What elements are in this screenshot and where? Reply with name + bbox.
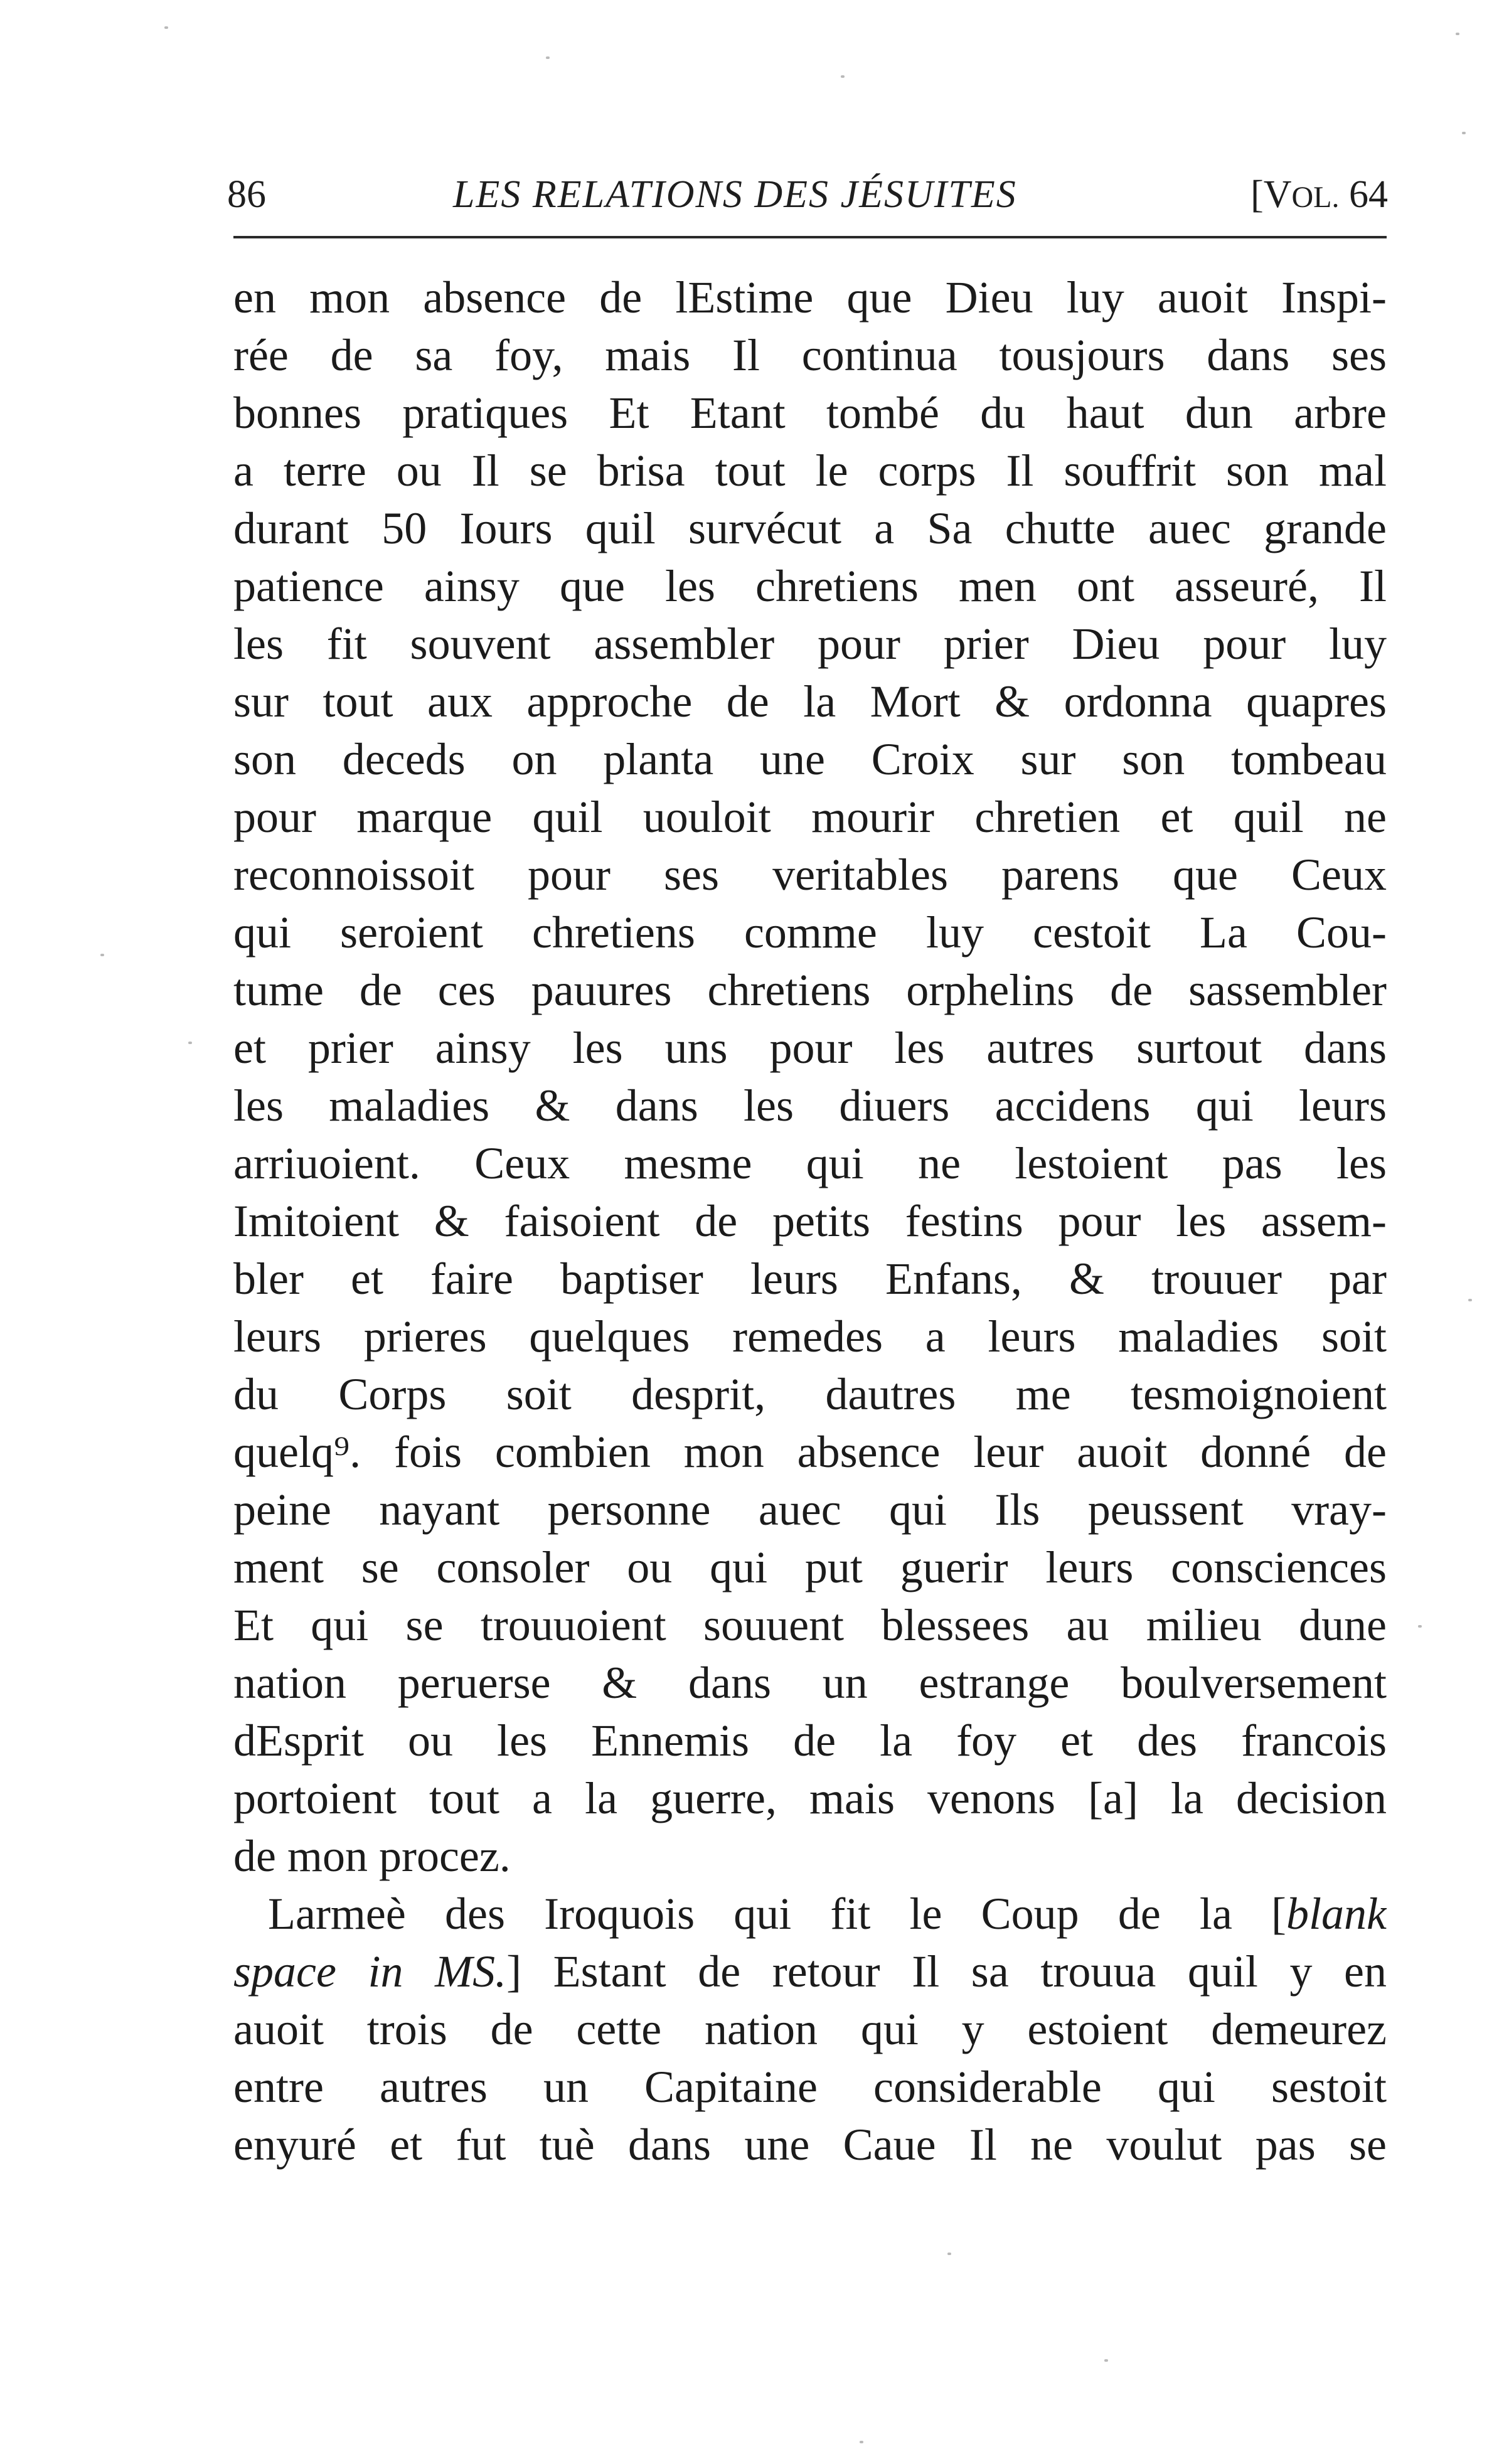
- text-line: en mon absence de lEstime que Dieu luy auoit Inspi-: [233, 272, 1387, 323]
- text-line: auoit trois de cette nation qui y estoient demeurez: [233, 2004, 1387, 2054]
- text-line: entre autres un Capitaine considerable qui sestoit: [233, 2062, 1387, 2112]
- text-line: et prier ainsy les uns pour les autres surtout dans: [233, 1023, 1387, 1073]
- volume-number: 64: [1339, 173, 1388, 216]
- text-line: leurs prieres quelques remedes a leurs maladies soit: [233, 1311, 1387, 1362]
- text-line: rée de sa foy, mais Il continua tousjours dans ses: [233, 330, 1387, 380]
- scan-speck: [841, 75, 845, 78]
- text-line: tume de ces pauures chretiens orphelins de sassembler: [233, 965, 1387, 1015]
- scan-speck: [1456, 33, 1459, 35]
- text-line: [233, 1943, 1387, 2000]
- text-line: du Corps soit desprit, dautres me tesmoignoient: [233, 1369, 1387, 1419]
- running-title: LES RELATIONS DES JÉSUITES: [453, 173, 1017, 216]
- scan-speck: [1104, 2359, 1108, 2362]
- text-line: son deceds on planta une Croix sur son tombeau: [233, 734, 1387, 784]
- text-line: ment se consoler ou qui put guerir leurs consciences: [233, 1542, 1387, 1592]
- text-line: bonnes pratiques Et Etant tombé du haut dun arbre: [233, 388, 1387, 438]
- page-number: 86: [227, 173, 266, 216]
- header-rule: [233, 236, 1387, 238]
- text-run: Larmeè des Iroquois qui fit le Coup de la [: [268, 1889, 1287, 1939]
- text-line: bler et faire baptiser leurs Enfans, & trouuer par: [233, 1254, 1387, 1304]
- text-line: quelq⁹. fois combien mon absence leur auoit donné de: [233, 1427, 1387, 1477]
- italic-note: space in MS.: [233, 1946, 507, 1997]
- text-line: portoient tout a la guerre, mais venons [a] la decision: [233, 1773, 1387, 1823]
- text-line: les fit souvent assembler pour prier Dieu pour luy: [233, 619, 1387, 669]
- text-run: ] Estant de retour Il sa trouua quil y en: [506, 1946, 1387, 1997]
- text-line: a terre ou Il se brisa tout le corps Il souffrit son mal: [233, 445, 1387, 496]
- paragraph-1: [233, 269, 1387, 1885]
- text-line: les maladies & dans les diuers accidens qui leurs: [233, 1080, 1387, 1131]
- text-line: Imitoient & faisoient de petits festins pour les assem-: [233, 1196, 1387, 1246]
- text-line: reconnoissoit pour ses veritables parens que Ceux: [233, 850, 1387, 900]
- scan-speck: [164, 26, 168, 29]
- text-line: [233, 1885, 1387, 1943]
- text-line: arriuoient. Ceux mesme qui ne lestoient pas les: [233, 1138, 1387, 1188]
- text-line: durant 50 Iours quil survécut a Sa chutte auec grande: [233, 503, 1387, 553]
- text-line: Et qui se trouuoient souuent blessees au milieu dune: [233, 1600, 1387, 1650]
- italic-note: blank: [1286, 1889, 1387, 1939]
- scan-speck: [1468, 1299, 1472, 1301]
- text-line: de mon procez.: [233, 1831, 511, 1881]
- scan-speck: [546, 56, 550, 59]
- body-text: [233, 269, 1387, 2173]
- text-line: patience ainsy que les chretiens men ont asseuré, Il: [233, 561, 1387, 611]
- text-line: sur tout aux approche de la Mort & ordonna quapres: [233, 676, 1387, 727]
- volume-label: [1250, 169, 1388, 223]
- text-line: nation peruerse & dans un estrange boulversement: [233, 1658, 1387, 1708]
- scan-speck: [1418, 1625, 1422, 1628]
- text-line: pour marque quil uouloit mourir chretien et quil ne: [233, 792, 1387, 842]
- text-line: dEsprit ou les Ennemis de la foy et des francois: [233, 1715, 1387, 1766]
- scan-speck: [860, 2441, 863, 2443]
- scan-speck: [947, 2253, 951, 2255]
- text-line: peine nayant personne auec qui Ils peussent vray-: [233, 1485, 1387, 1535]
- scan-speck: [100, 954, 104, 956]
- volume-smallcaps: OL.: [1291, 181, 1340, 214]
- volume-prefix: [V: [1250, 173, 1292, 216]
- scan-speck: [1462, 132, 1466, 134]
- text-line: enyuré et fut tuè dans une Caue Il ne voulut pas se: [233, 2120, 1387, 2170]
- text-line: qui seroient chretiens comme luy cestoit La Cou-: [233, 907, 1387, 957]
- running-head: [227, 169, 1388, 220]
- scan-speck: [188, 1042, 192, 1044]
- paragraph-2: [233, 1885, 1387, 2173]
